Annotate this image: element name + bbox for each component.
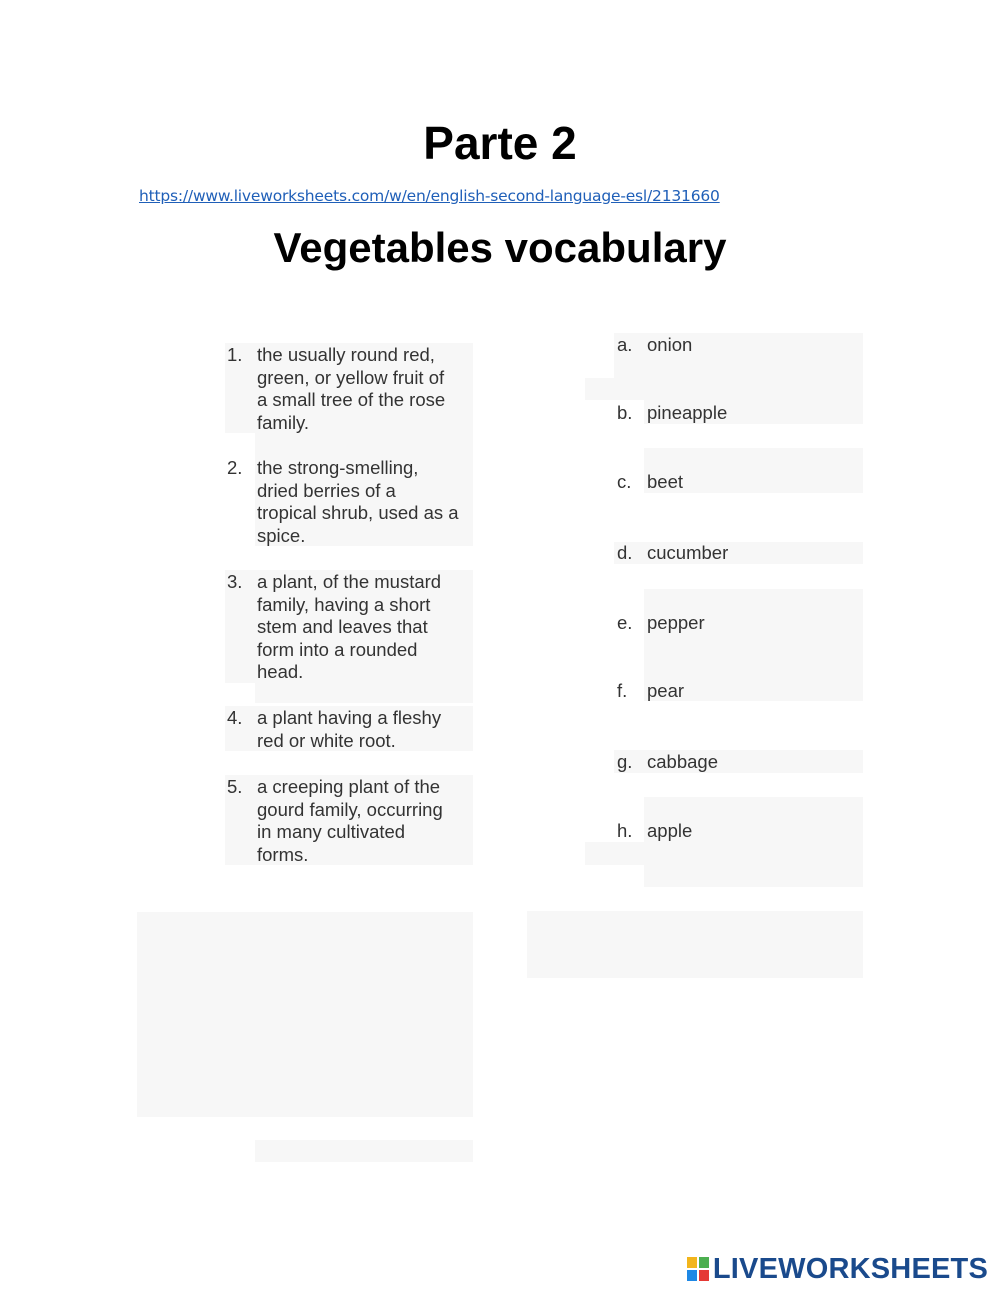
answer-shade: [585, 842, 644, 865]
definition-number: 2.: [227, 457, 243, 478]
word-letter: f.: [617, 680, 628, 701]
word-text: onion: [647, 334, 693, 355]
logo-square: [687, 1257, 697, 1268]
word-text: cucumber: [647, 542, 729, 563]
word-text: cabbage: [647, 751, 718, 772]
word-letter: c.: [617, 471, 632, 492]
logo-square: [699, 1257, 709, 1268]
liveworksheets-logo: [687, 1254, 988, 1284]
logo-square: [699, 1270, 709, 1281]
logo-square: [687, 1270, 697, 1281]
definition-number: 3.: [227, 571, 243, 592]
definition-number: 4.: [227, 707, 243, 728]
word-letter: g.: [617, 751, 633, 772]
answer-shade: [137, 912, 473, 1117]
definition-text: a plant having a fleshy red or white root.: [257, 707, 442, 751]
word-text: pepper: [647, 612, 705, 633]
source-link[interactable]: https://www.liveworksheets.com/w/en/english-second-language-esl/2131660: [139, 187, 720, 205]
answer-shade: [585, 378, 863, 400]
definition-number: 1.: [227, 344, 243, 365]
word-letter: d.: [617, 542, 633, 563]
definition-text: the strong-smelling, dried berries of a tropical shrub, used as a spice.: [257, 457, 459, 546]
word-letter: b.: [617, 402, 633, 423]
word-text: apple: [647, 820, 693, 841]
answer-shade: [255, 1140, 473, 1162]
definition-number: 5.: [227, 776, 243, 797]
word-text: pineapple: [647, 402, 728, 423]
word-letter: a.: [617, 334, 633, 355]
definition-text: a plant, of the mustard family, having a short stem and leaves that form into a rounded head.: [257, 571, 442, 683]
page-title: Parte 2: [423, 117, 577, 169]
word-letter: h.: [617, 820, 633, 841]
logo-text: LIVEWORKSHEETS: [712, 1252, 988, 1285]
definition-text: a creeping plant of the gourd family, occurring in many cultivated forms.: [257, 776, 443, 865]
word-text: pear: [647, 680, 685, 701]
word-text: beet: [647, 471, 684, 492]
worksheet-subtitle: Vegetables vocabulary: [273, 224, 727, 271]
definition-text: the usually round red, green, or yellow fruit of a small tree of the rose family.: [257, 344, 446, 433]
answer-shade: [527, 911, 863, 978]
logo-icon: [687, 1257, 709, 1281]
word-letter: e.: [617, 612, 633, 633]
answer-shade: [255, 683, 473, 703]
